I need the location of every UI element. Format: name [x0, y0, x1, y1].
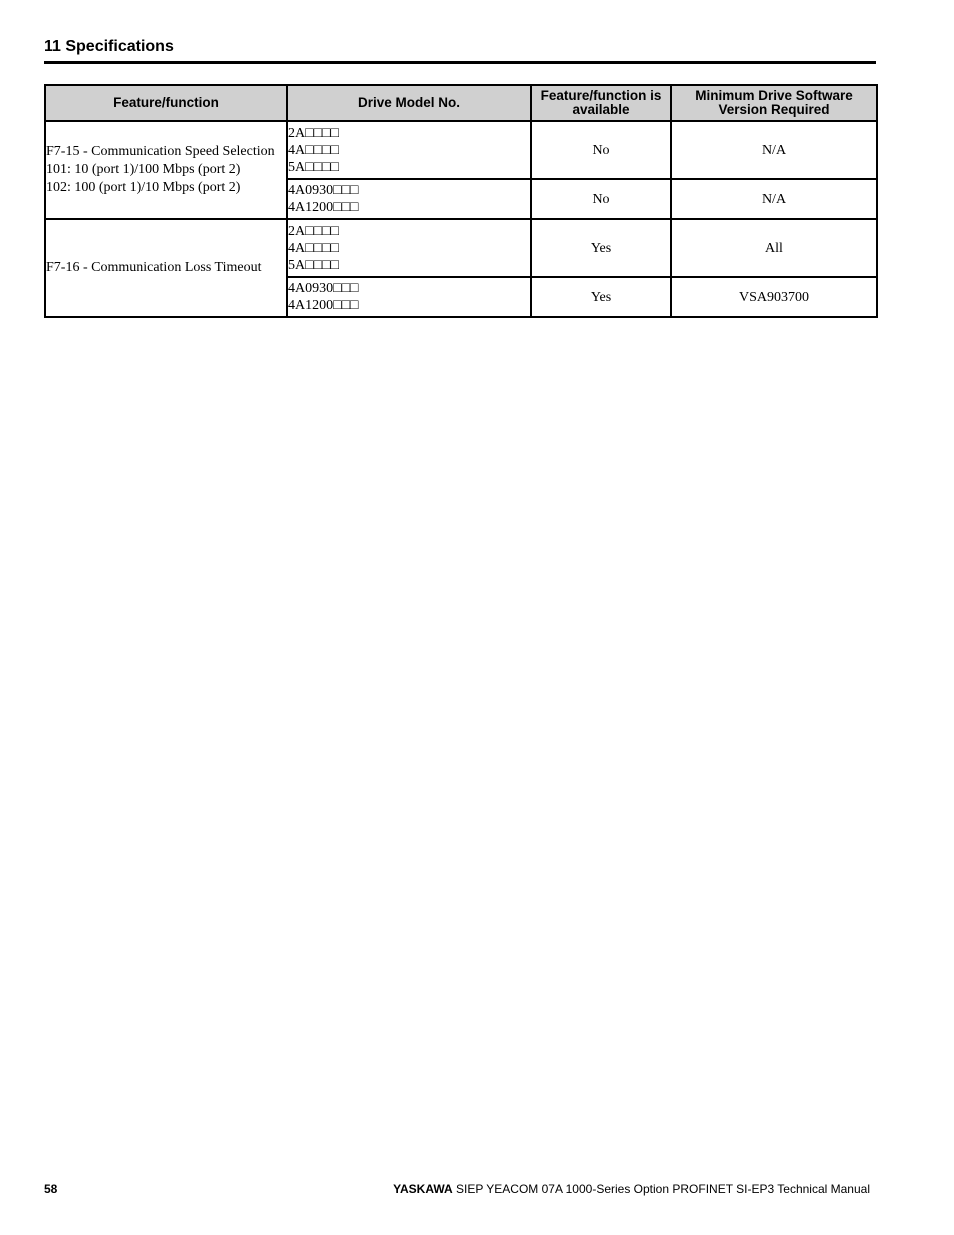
drive-model: 4A0930□□□ [288, 281, 359, 296]
drive-model-cell [287, 121, 531, 179]
feature-cell [45, 219, 287, 317]
drive-model: 4A1200□□□ [288, 200, 359, 215]
min-version-cell: N/A [671, 121, 877, 179]
feature-line: F7-16 - Communication Loss Timeout [46, 260, 262, 275]
available-cell: No [531, 121, 671, 179]
drive-model: 2A□□□□ [288, 125, 339, 141]
min-version-cell: VSA903700 [671, 277, 877, 317]
available-cell: Yes [531, 277, 671, 317]
table-row [45, 121, 877, 179]
column-header-drive-model: Drive Model No. [287, 85, 531, 121]
specification-table [44, 84, 878, 318]
min-version-cell: N/A [671, 179, 877, 219]
section-header [44, 37, 876, 64]
column-header-available: Feature/function is available [531, 85, 671, 121]
column-header-min-version: Minimum Drive Software Version Required [671, 85, 877, 121]
min-version-cell: All [671, 219, 877, 277]
drive-model-cell [287, 219, 531, 277]
drive-model: 2A□□□□ [288, 223, 339, 239]
drive-model: 4A1200□□□ [288, 298, 359, 313]
drive-model: 5A□□□□ [288, 257, 339, 273]
available-cell: No [531, 179, 671, 219]
feature-line: 102: 100 (port 1)/10 Mbps (port 2) [46, 180, 241, 195]
feature-line: F7-15 - Communication Speed Selection [46, 144, 275, 159]
drive-model: 4A□□□□ [288, 142, 339, 158]
drive-model-cell [287, 277, 531, 317]
drive-model-cell [287, 179, 531, 219]
drive-model: 4A0930□□□ [288, 183, 359, 198]
brand-name: YASKAWA [393, 1182, 453, 1196]
feature-cell [45, 121, 287, 219]
table-header-row [45, 85, 877, 121]
column-header-feature: Feature/function [45, 85, 287, 121]
footer-manual-title [393, 1182, 870, 1196]
drive-model: 5A□□□□ [288, 159, 339, 175]
available-cell: Yes [531, 219, 671, 277]
drive-model: 4A□□□□ [288, 240, 339, 256]
manual-title: SIEP YEACOM 07A 1000-Series Option PROFINET SI-EP3 Technical Manual [452, 1182, 870, 1196]
page-number: 58 [44, 1182, 58, 1196]
section-title: 11 Specifications [44, 38, 174, 55]
feature-line: 101: 10 (port 1)/100 Mbps (port 2) [46, 162, 241, 177]
table-row [45, 219, 877, 277]
